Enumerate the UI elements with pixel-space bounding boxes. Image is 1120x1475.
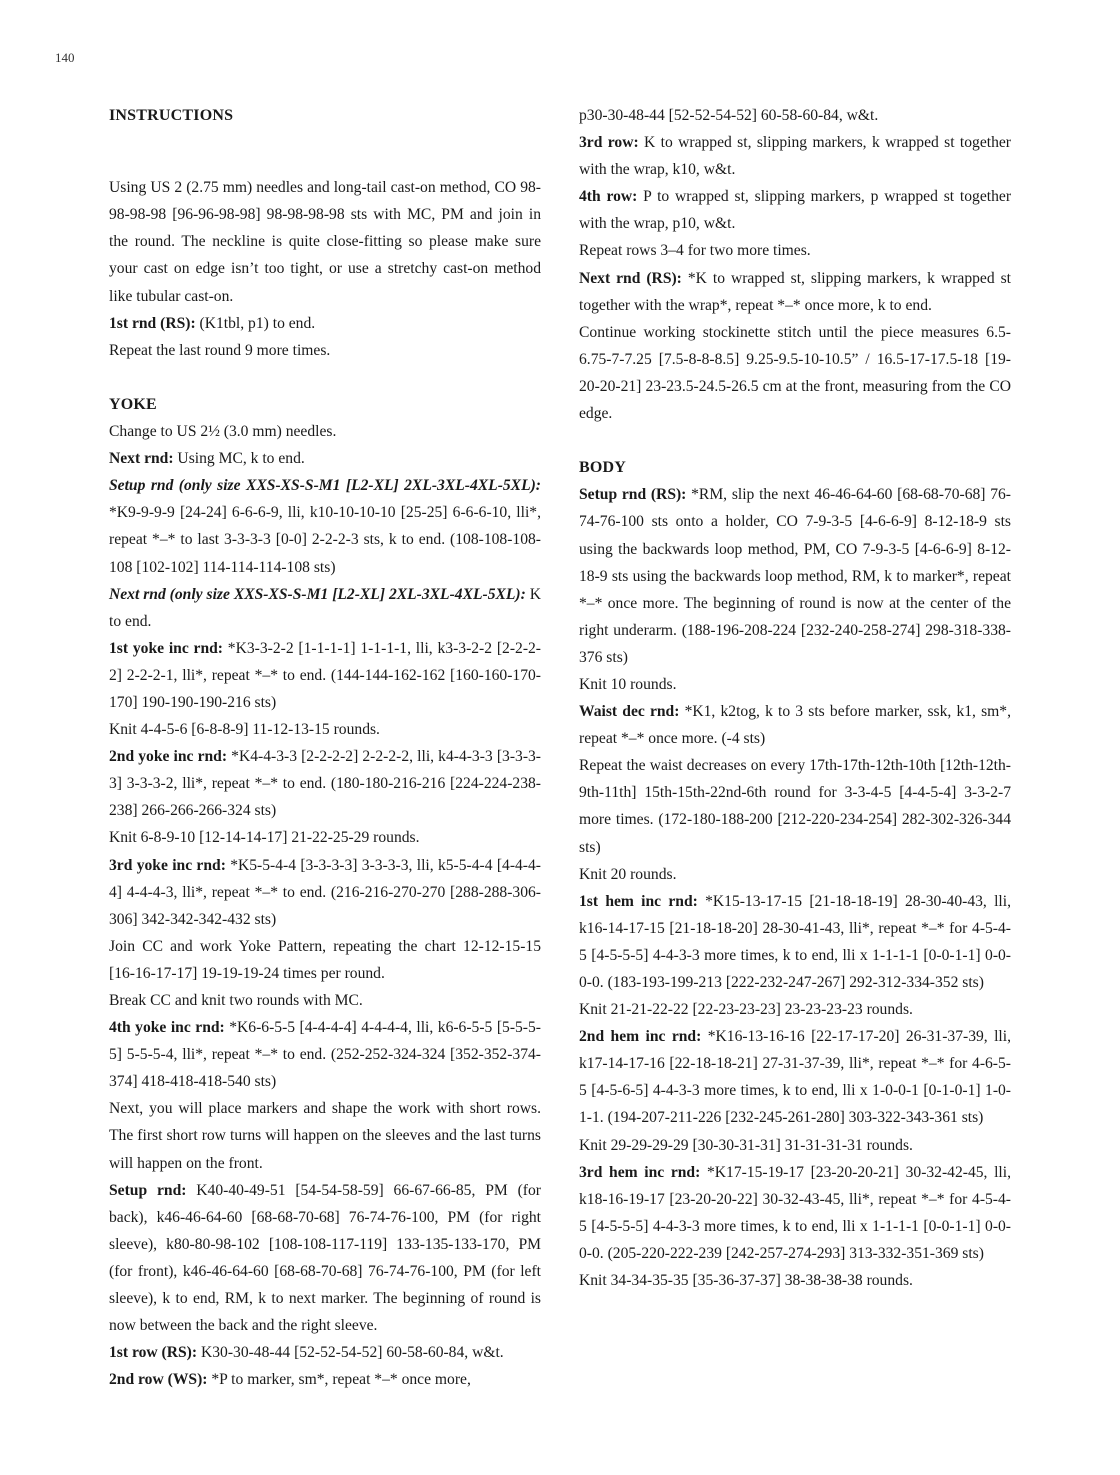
- hem-inc-2-step: [579, 1023, 1011, 1131]
- step-text: *K4-4-3-3 [2-2-2-2] 2-2-2-2, lli, k4-4-3-3 [3-3-3-3] 3-3-3-2, lli*, repeat *–* to end. (180-180-216-216 [224-224-238-238] 266-266-266-324 sts): [109, 748, 541, 820]
- step-text: Using MC, k to end.: [173, 450, 305, 468]
- next-round-step: [109, 445, 541, 472]
- step-text: *K15-13-17-15 [21-18-18-19] 28-30-40-43, lli, k16-14-17-15 [21-18-18-20] 28-30-41-43, lli*, repeat *–* for 4-5-4-5 [4-5-5-5] 4-4-3-3 more times, k to end, lli x 1-1-1-1 [0-0-1-1] 0-0-0-0. (183-193-199-213 [222-232-247-267] 292-312-334-352 sts): [579, 892, 1011, 991]
- setup-round-step: [109, 472, 541, 580]
- step-label: 1st yoke inc rnd:: [109, 639, 223, 657]
- step-text: *K16-13-16-16 [22-17-17-20] 26-31-37-39, lli, k17-14-17-16 [22-18-18-21] 27-31-37-39, lli*, repeat *–* for 4-6-5-5 [4-5-6-5] 4-4-3-3 more times, k to end, lli x 1-0-0-1 [0-1-0-1] 1-0-1-1. (194-207-211-226 [232-245-261-280] 303-322-343-361 sts): [579, 1028, 1011, 1127]
- step-label: 2nd row (WS):: [109, 1371, 208, 1389]
- step-text: K40-40-49-51 [54-54-58-59] 66-67-66-85, PM (for back), k46-46-64-60 [68-68-70-68] 76-74-76-100, PM (for right sleeve), k80-80-98-102 [108-108-117-119] 133-135-133-170, PM (for front), k46-46-64-60 [68-68-70-68] 76-74-76-100, PM (for left sleeve), k to end, RM, k to next marker. The beginning of round is now between the back and the right sleeve.: [109, 1181, 541, 1335]
- body-heading: BODY: [579, 459, 627, 477]
- step-label: Setup rnd:: [109, 1181, 187, 1199]
- row-2-continued: p30-30-48-44 [52-52-54-52] 60-58-60-84, w&t.: [579, 107, 879, 124]
- knit-rounds-text: Knit 29-29-29-29 [30-30-31-31] 31-31-31-31 rounds.: [579, 1136, 913, 1154]
- step-label: Next rnd (RS):: [579, 269, 682, 287]
- row-1-step: [109, 1339, 541, 1366]
- row-3-step: [579, 129, 1011, 183]
- step-text: K30-30-48-44 [52-52-54-52] 60-58-60-84, w&t.: [197, 1344, 504, 1362]
- instructions-heading: INSTRUCTIONS: [109, 107, 234, 124]
- step-label: Next rnd:: [109, 450, 174, 468]
- step-label: 1st hem inc rnd:: [579, 892, 698, 910]
- waist-dec-step: [579, 698, 1011, 752]
- hem-inc-3-step: [579, 1159, 1011, 1267]
- setup-round-markers-step: [109, 1177, 541, 1340]
- join-cc-text: Join CC and work Yoke Pattern, repeating the chart 12-12-15-15 [16-16-17-17] 19-19-19-24 times per round.: [109, 937, 541, 982]
- step-label: 3rd row:: [579, 134, 639, 152]
- step-text: P to wrapped st, slipping markers, p wrapped st together with the wrap, p10, w&t.: [579, 188, 1012, 233]
- step-text: *K1, k2tog, k to 3 sts before marker, ssk, k1, sm*, repeat *–* once more. (-4 sts): [579, 703, 1011, 748]
- step-label: Setup rnd (RS):: [579, 486, 687, 504]
- right-column: [579, 102, 1011, 1294]
- yoke-heading: YOKE: [109, 395, 157, 413]
- repeat-rounds-text: Repeat the last round 9 more times.: [109, 341, 331, 359]
- knit-rounds-text: Knit 4-4-5-6 [6-8-8-9] 11-12-13-15 rounds.: [109, 721, 380, 739]
- waist-repeat-text: Repeat the waist decreases on every 17th-17th-12th-10th [12th-12th-9th-11th] 15th-15th-22nd-6th round for 3-3-4-5 [4-4-5-4] 3-3-2-7 more times. (172-180-188-200 [212-220-234-254] 282-302-326-344 sts): [579, 757, 1011, 856]
- step-text: *P to marker, sm*, repeat *–* once more,: [207, 1371, 471, 1389]
- step-text: *K3-3-2-2 [1-1-1-1] 1-1-1-1, lli, k3-3-2-2 [2-2-2-2] 2-2-2-1, lli*, repeat *–* to end. (144-144-162-162 [160-160-170-170] 190-190-190-216 sts): [109, 639, 541, 711]
- step-label: 2nd hem inc rnd:: [579, 1028, 702, 1046]
- step-text: *RM, slip the next 46-46-64-60 [68-68-70-68] 76-74-76-100 sts onto a holder, CO 7-9-3-5 [4-6-6-9] 8-12-18-9 sts using the backwards loop method, PM, CO 7-9-3-5 [4-6-6-9] 8-12-18-9 sts using the backwards loop method, RM, k to marker*, repeat *–* once more. The beginning of round is now at the center of the right underarm. (188-196-208-224 [232-240-258-274] 298-318-338-376 sts): [579, 486, 1011, 666]
- yoke-inc-1-step: [109, 635, 541, 716]
- step-text: *K9-9-9-9 [24-24] 6-6-6-9, lli, k10-10-10-10 [25-25] 6-6-6-10, lli*, repeat *–* to last 3-3-3-3 [0-0] 2-2-2-3 sts, k to end. (108-108-108-108 [102-102] 114-114-114-108 sts): [109, 504, 541, 576]
- page-number: 140: [55, 50, 75, 65]
- repeat-rows-text: Repeat rows 3–4 for two more times.: [579, 242, 811, 260]
- step-label: 4th row:: [579, 188, 638, 206]
- left-column: [109, 102, 541, 1393]
- step-label: 3rd hem inc rnd:: [579, 1163, 701, 1181]
- step-label: Next rnd (only size XXS-XS-S-M1 [L2-XL] 2XL-3XL-4XL-5XL):: [109, 585, 526, 603]
- row-4-step: [579, 183, 1011, 237]
- step-text: (K1tbl, p1) to end.: [195, 314, 316, 332]
- continue-stockinette-text: Continue working stockinette stitch until the piece measures 6.5-6.75-7-7.25 [7.5-8-8-8.5] 9.25-9.5-10-10.5” / 16.5-17-17.5-18 [19-20-20-21] 23-23.5-24.5-26.5 cm at the front, measuring from the CO edge.: [579, 323, 1011, 423]
- row-2-step: [109, 1366, 541, 1393]
- yoke-inc-2-step: [109, 743, 541, 824]
- yoke-inc-4-step: [109, 1014, 541, 1095]
- step-text: *K5-5-4-4 [3-3-3-3] 3-3-3-3, lli, k5-5-4-4 [4-4-4-4] 4-4-4-3, lli*, repeat *–* to end. (216-216-270-270 [288-288-306-306] 342-342-342-432 sts): [109, 856, 541, 928]
- next-round-size-step: [109, 581, 541, 635]
- step-text: K to end.: [109, 585, 541, 630]
- step-label: Setup rnd (only size XXS-XS-S-M1 [L2-XL] 2XL-3XL-4XL-5XL):: [109, 477, 541, 495]
- step-text: *K6-6-5-5 [4-4-4-4] 4-4-4-4, lli, k6-6-5-5 [5-5-5-5] 5-5-5-4, lli*, repeat *–* to end. (252-252-324-324 [352-352-374-374] 418-418-418-540 sts): [109, 1019, 541, 1091]
- break-cc-text: Break CC and knit two rounds with MC.: [109, 992, 363, 1009]
- knit-rounds-text: Knit 10 rounds.: [579, 675, 677, 693]
- hem-inc-1-step: [579, 888, 1011, 996]
- step-label: 3rd yoke inc rnd:: [109, 856, 226, 874]
- cast-on-paragraph: Using US 2 (2.75 mm) needles and long-tail cast-on method, CO 98-98-98-98 [96-96-98-98] 98-98-98-98 sts with MC, PM and join in the round. The neckline is quite close-fitting so please make sure your cast on edge isn’t too tight, or use a stretchy cast-on method like tubular cast-on.: [109, 179, 541, 305]
- step-text: *K to wrapped st, slipping markers, k wrapped st together with the wrap*, repeat *–* once more, k to end.: [579, 269, 1011, 314]
- knit-rounds-text: Knit 34-34-35-35 [35-36-37-37] 38-38-38-38 rounds.: [579, 1272, 913, 1290]
- step-label: 1st row (RS):: [109, 1344, 198, 1362]
- knit-rounds-text: Knit 20 rounds.: [579, 865, 677, 883]
- step-label: 4th yoke inc rnd:: [109, 1019, 225, 1037]
- yoke-inc-3-step: [109, 852, 541, 933]
- step-label: Waist dec rnd:: [579, 703, 680, 721]
- knit-rounds-text: Knit 6-8-9-10 [12-14-14-17] 21-22-25-29 rounds.: [109, 829, 420, 847]
- step-text: *K17-15-19-17 [23-20-20-21] 30-32-42-45, lli, k18-16-19-17 [23-20-20-22] 30-32-43-45, lli*, repeat *–* for 4-5-4-5 [4-5-5-5] 4-4-3-3 more times, k to end, lli x 1-1-1-1 [0-0-1-1] 0-0-0-0. (205-220-222-239 [242-257-274-293] 313-332-351-369 sts): [579, 1163, 1011, 1262]
- first-round-step: [109, 310, 541, 337]
- body-setup-step: [579, 481, 1011, 671]
- step-text: K to wrapped st, slipping markers, k wrapped st together with the wrap, k10, w&t.: [579, 134, 1011, 179]
- step-label: 2nd yoke inc rnd:: [109, 748, 228, 766]
- markers-note: Next, you will place markers and shape the work with short rows. The first short row turns will happen on the sleeves and the last turns will happen on the front.: [109, 1100, 541, 1172]
- change-needles-text: Change to US 2½ (3.0 mm) needles.: [109, 423, 337, 441]
- knit-rounds-text: Knit 21-21-22-22 [22-23-23-23] 23-23-23-23 rounds.: [579, 1001, 913, 1019]
- step-label: 1st rnd (RS):: [109, 314, 196, 332]
- next-round-rs-step: [579, 265, 1011, 319]
